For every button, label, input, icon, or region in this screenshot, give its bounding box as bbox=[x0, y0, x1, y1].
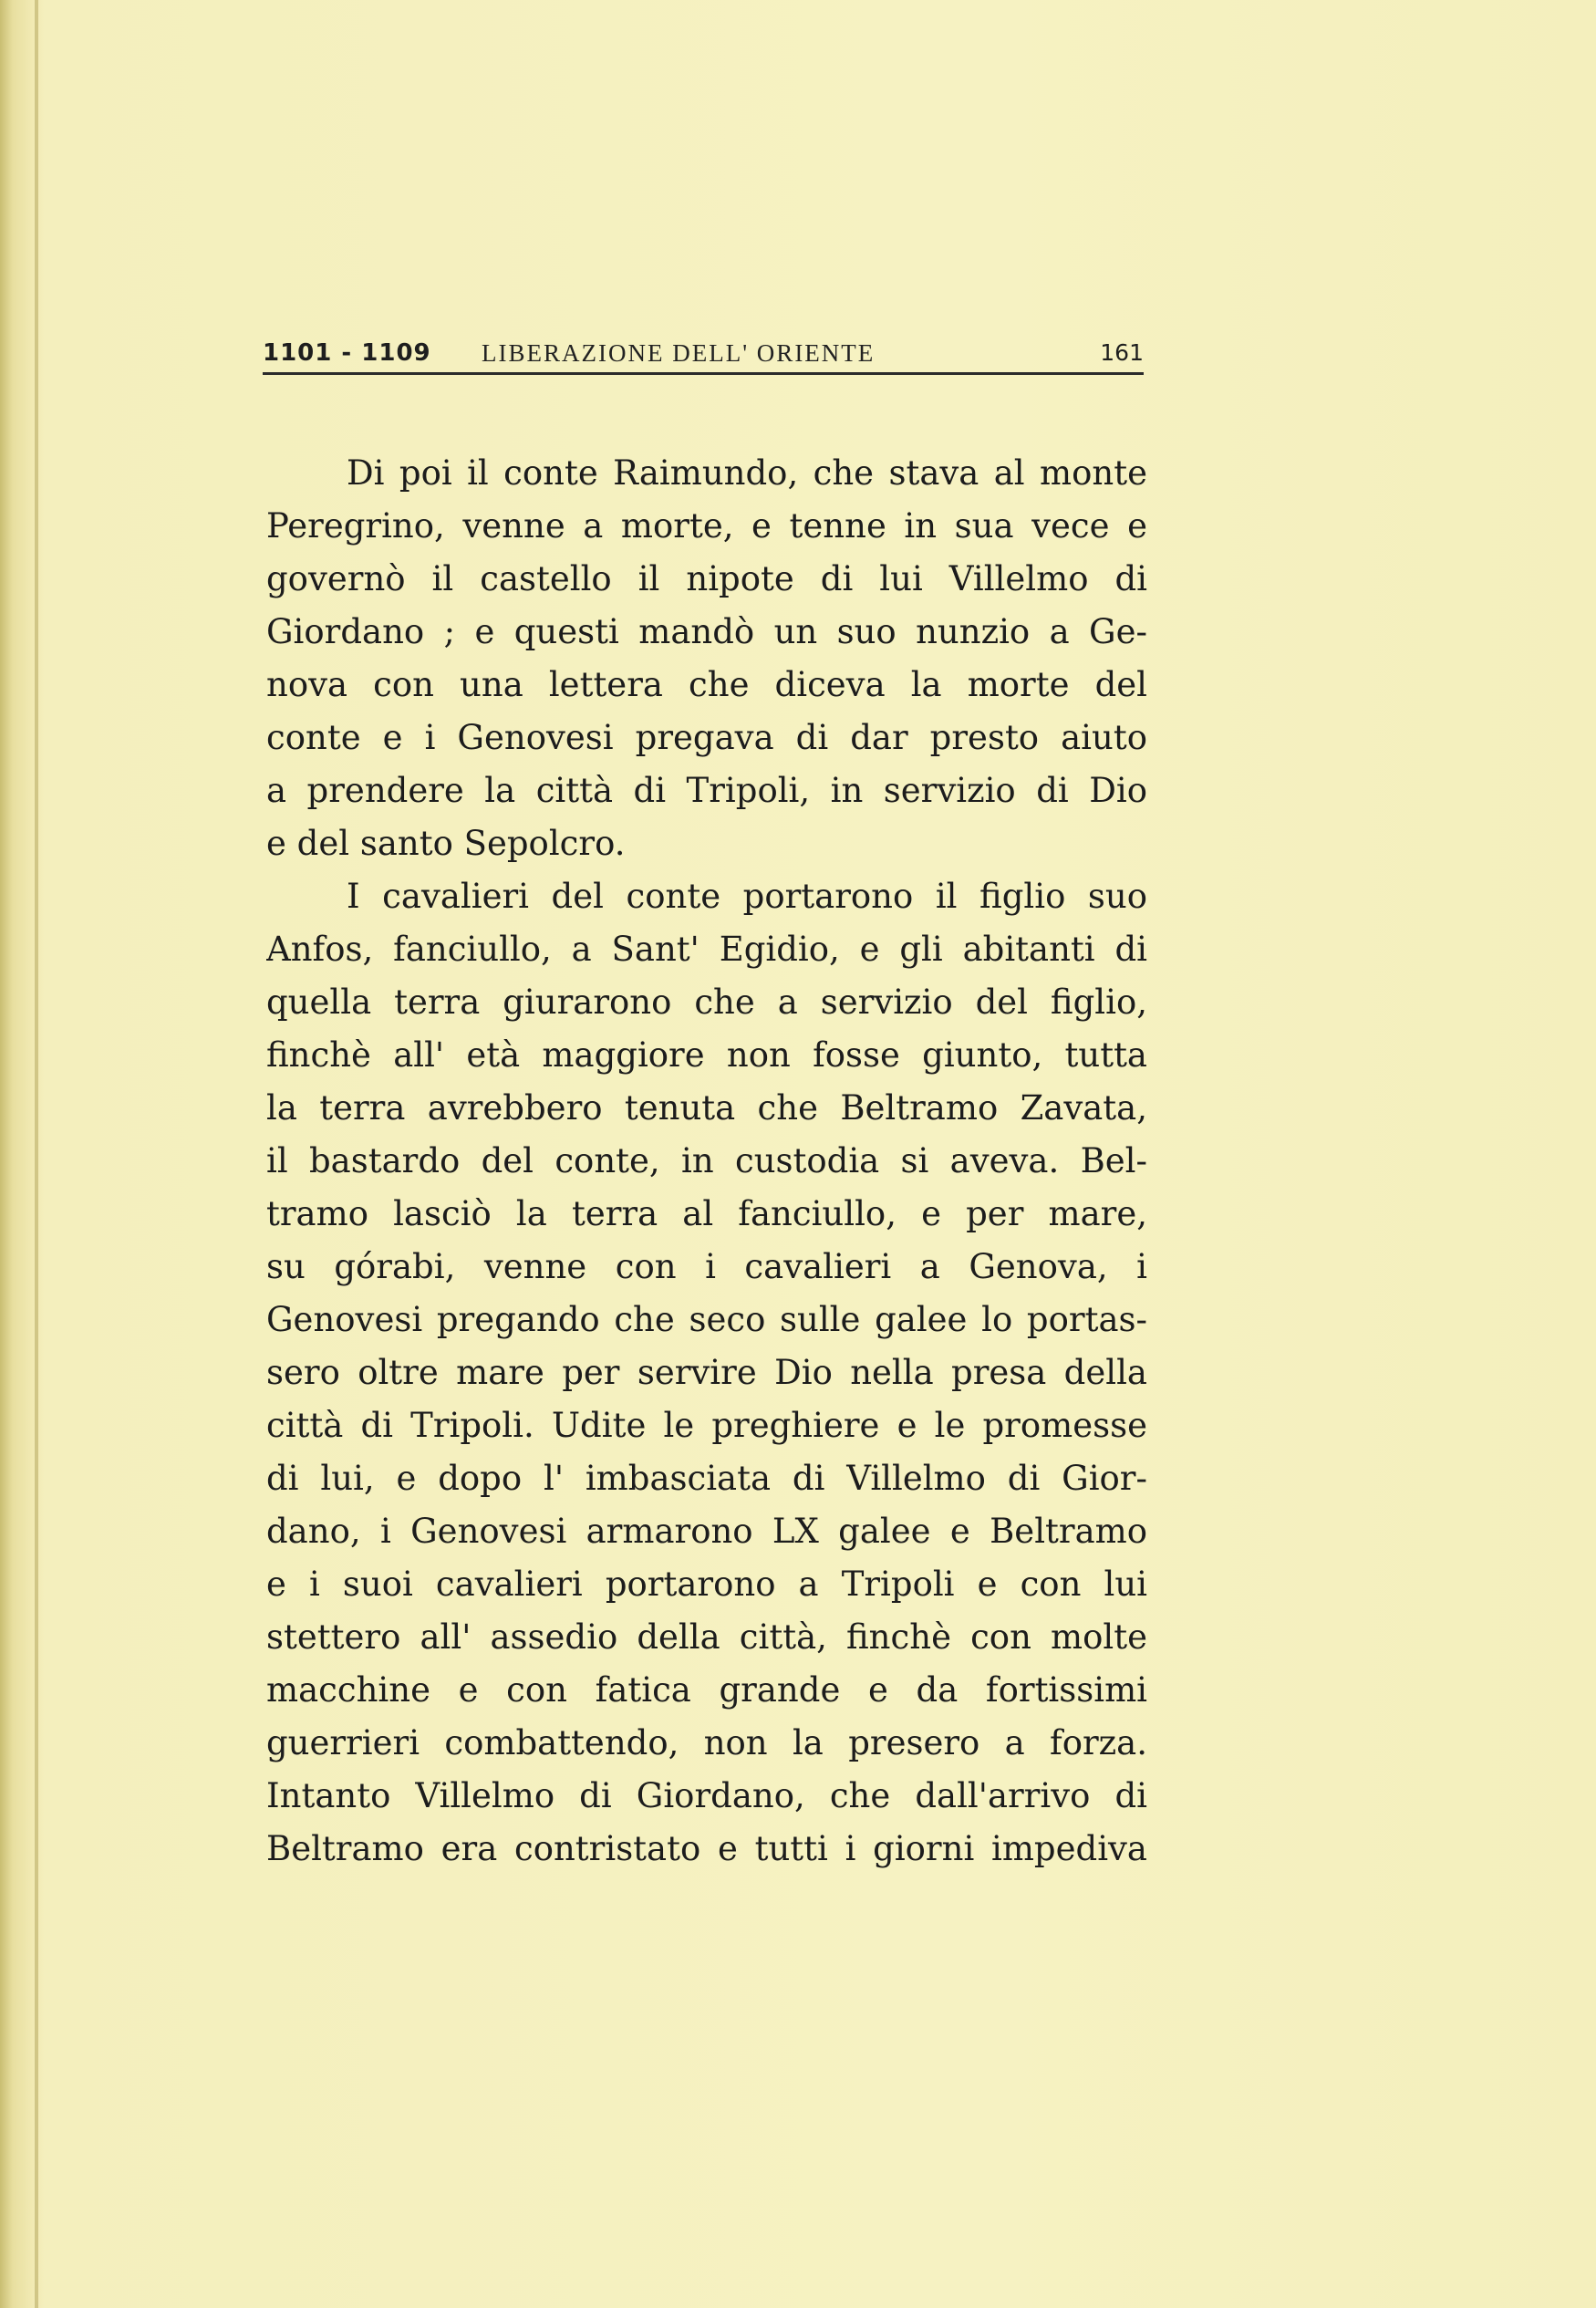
text-line: di lui, e dopo l' imbasciata di Villelmo di Gior- bbox=[266, 1459, 1147, 1498]
text-line: città di Tripoli. Udite le preghiere e le promesse bbox=[266, 1406, 1147, 1445]
page-number: 161 bbox=[1100, 339, 1144, 366]
text-line: il bastardo del conte, in custodia si aveva. Bel- bbox=[266, 1141, 1147, 1180]
text-line: conte e i Genovesi pregava di dar presto aiuto bbox=[266, 718, 1147, 757]
body-text bbox=[266, 447, 1147, 1876]
text-line: finchè all' età maggiore non fosse giunto, tutta bbox=[266, 1035, 1147, 1075]
text-line: sero oltre mare per servire Dio nella presa della bbox=[266, 1353, 1147, 1392]
text-line: Di poi il conte Raimundo, che stava al monte bbox=[347, 453, 1147, 493]
text-line: e i suoi cavalieri portarono a Tripoli e con lui bbox=[266, 1565, 1147, 1604]
text-line: Giordano ; e questi mandò un suo nunzio a Ge- bbox=[266, 612, 1147, 651]
text-line: a prendere la città di Tripoli, in servizio di Dio bbox=[266, 771, 1147, 810]
text-line: dano, i Genovesi armarono LX galee e Beltramo bbox=[266, 1512, 1147, 1551]
text-line: Anfos, fanciullo, a Sant' Egidio, e gli abitanti di bbox=[266, 930, 1147, 969]
text-line: la terra avrebbero tenuta che Beltramo Zavata, bbox=[266, 1088, 1147, 1128]
text-line: nova con una lettera che diceva la morte del bbox=[266, 665, 1147, 704]
text-line: governò il castello il nipote di lui Villelmo di bbox=[266, 559, 1147, 598]
text-line: tramo lasciò la terra al fanciullo, e per mare, bbox=[266, 1194, 1147, 1233]
text-line: quella terra giurarono che a servizio del figlio, bbox=[266, 982, 1147, 1022]
gutter-line bbox=[35, 0, 38, 2308]
header-title: LIBERAZIONE DELL' ORIENTE bbox=[482, 339, 876, 367]
text-line: e del santo Sepolcro. bbox=[266, 824, 626, 863]
text-line: I cavalieri del conte portarono il figlio suo bbox=[347, 877, 1147, 916]
text-line: Peregrino, venne a morte, e tenne in sua vece e bbox=[266, 506, 1147, 546]
text-line: Beltramo era contristato e tutti i giorni impediva bbox=[266, 1829, 1147, 1868]
text-line: Genovesi pregando che seco sulle galee lo portas- bbox=[266, 1300, 1147, 1339]
text-line: macchine e con fatica grande e da fortissimi bbox=[266, 1670, 1147, 1710]
running-header bbox=[263, 336, 1144, 375]
text-line: stettero all' assedio della città, finchè con molte bbox=[266, 1617, 1147, 1657]
header-years: 1101 - 1109 bbox=[263, 339, 431, 367]
text-line: su górabi, venne con i cavalieri a Genova, i bbox=[266, 1247, 1147, 1286]
text-line: Intanto Villelmo di Giordano, che dall'arrivo di bbox=[266, 1776, 1147, 1815]
text-line: guerrieri combattendo, non la presero a forza. bbox=[266, 1723, 1147, 1762]
